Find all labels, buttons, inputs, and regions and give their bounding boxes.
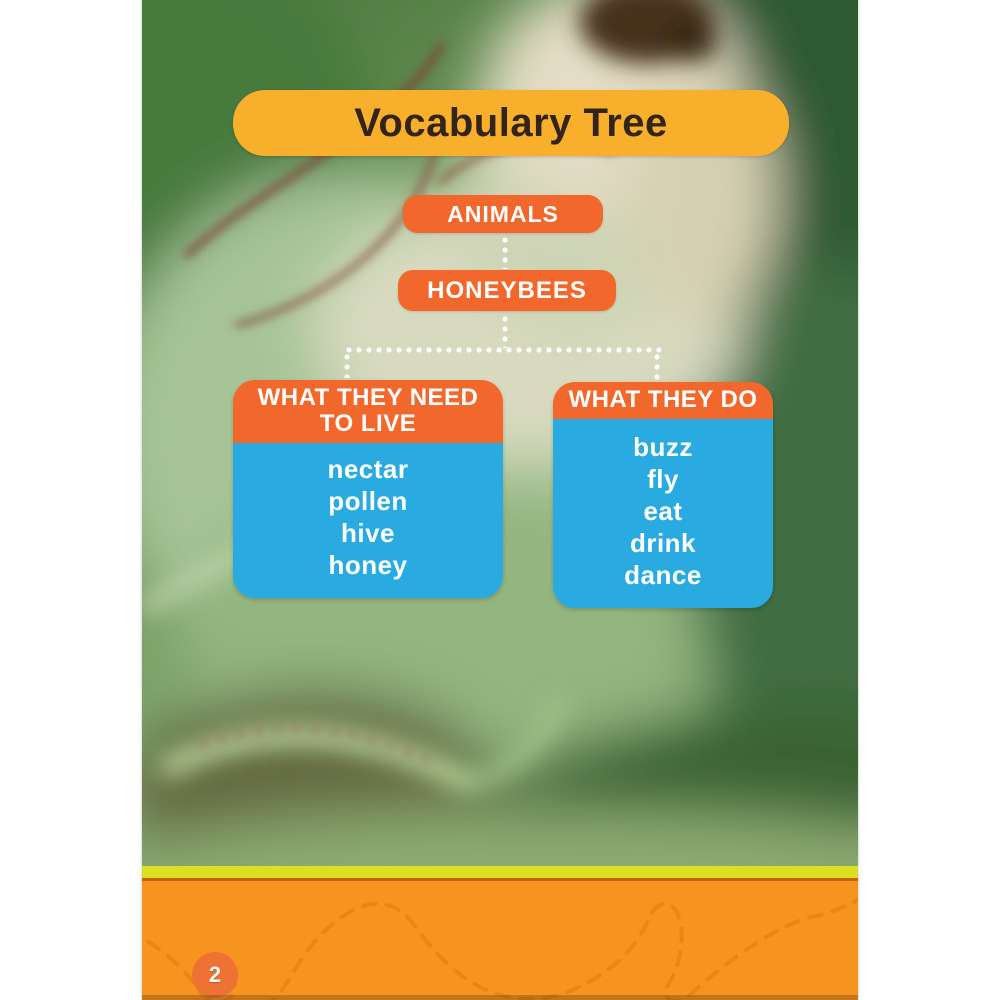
branch-box-what-they-do — [553, 382, 773, 608]
bee-flight-path-squiggle — [142, 881, 858, 1000]
branch-item: fly — [647, 464, 679, 494]
connector-right-branch-dotted-line — [654, 352, 660, 380]
branch-box-what-they-need — [233, 380, 503, 598]
branch-item: dance — [624, 560, 702, 590]
branch-item: eat — [643, 496, 683, 526]
tree-node-honeybees: HONEYBEES — [398, 270, 616, 311]
branch-item-list-do — [553, 431, 773, 591]
branch-item: honey — [328, 550, 408, 580]
branch-heading-do: WHAT THEY DO — [553, 382, 773, 419]
branch-body-do — [553, 419, 773, 608]
branch-item: drink — [629, 528, 697, 558]
branch-item: pollen — [328, 486, 408, 516]
connector-animals-honeybees-dotted-line — [502, 235, 508, 269]
page-title: Vocabulary Tree — [354, 101, 668, 145]
branch-item: hive — [340, 518, 396, 548]
page-bottom-edge — [142, 995, 858, 1000]
branch-item: buzz — [633, 432, 693, 462]
branch-item-list-need — [233, 453, 503, 581]
connector-horizontal-dotted-line — [344, 347, 661, 353]
connector-left-branch-dotted-line — [344, 352, 350, 378]
branch-item: nectar — [327, 454, 409, 484]
branch-body-need — [233, 443, 503, 598]
book-page — [142, 0, 858, 1000]
connector-honeybees-branches-dotted-line — [502, 314, 508, 348]
page-number-badge: 2 — [192, 952, 238, 998]
title-banner — [233, 90, 789, 156]
branch-heading-need: WHAT THEY NEED TO LIVE — [233, 380, 503, 443]
page-footer — [142, 881, 858, 1000]
tree-node-animals: ANIMALS — [403, 195, 603, 233]
footer-accent-stripe — [142, 866, 858, 878]
